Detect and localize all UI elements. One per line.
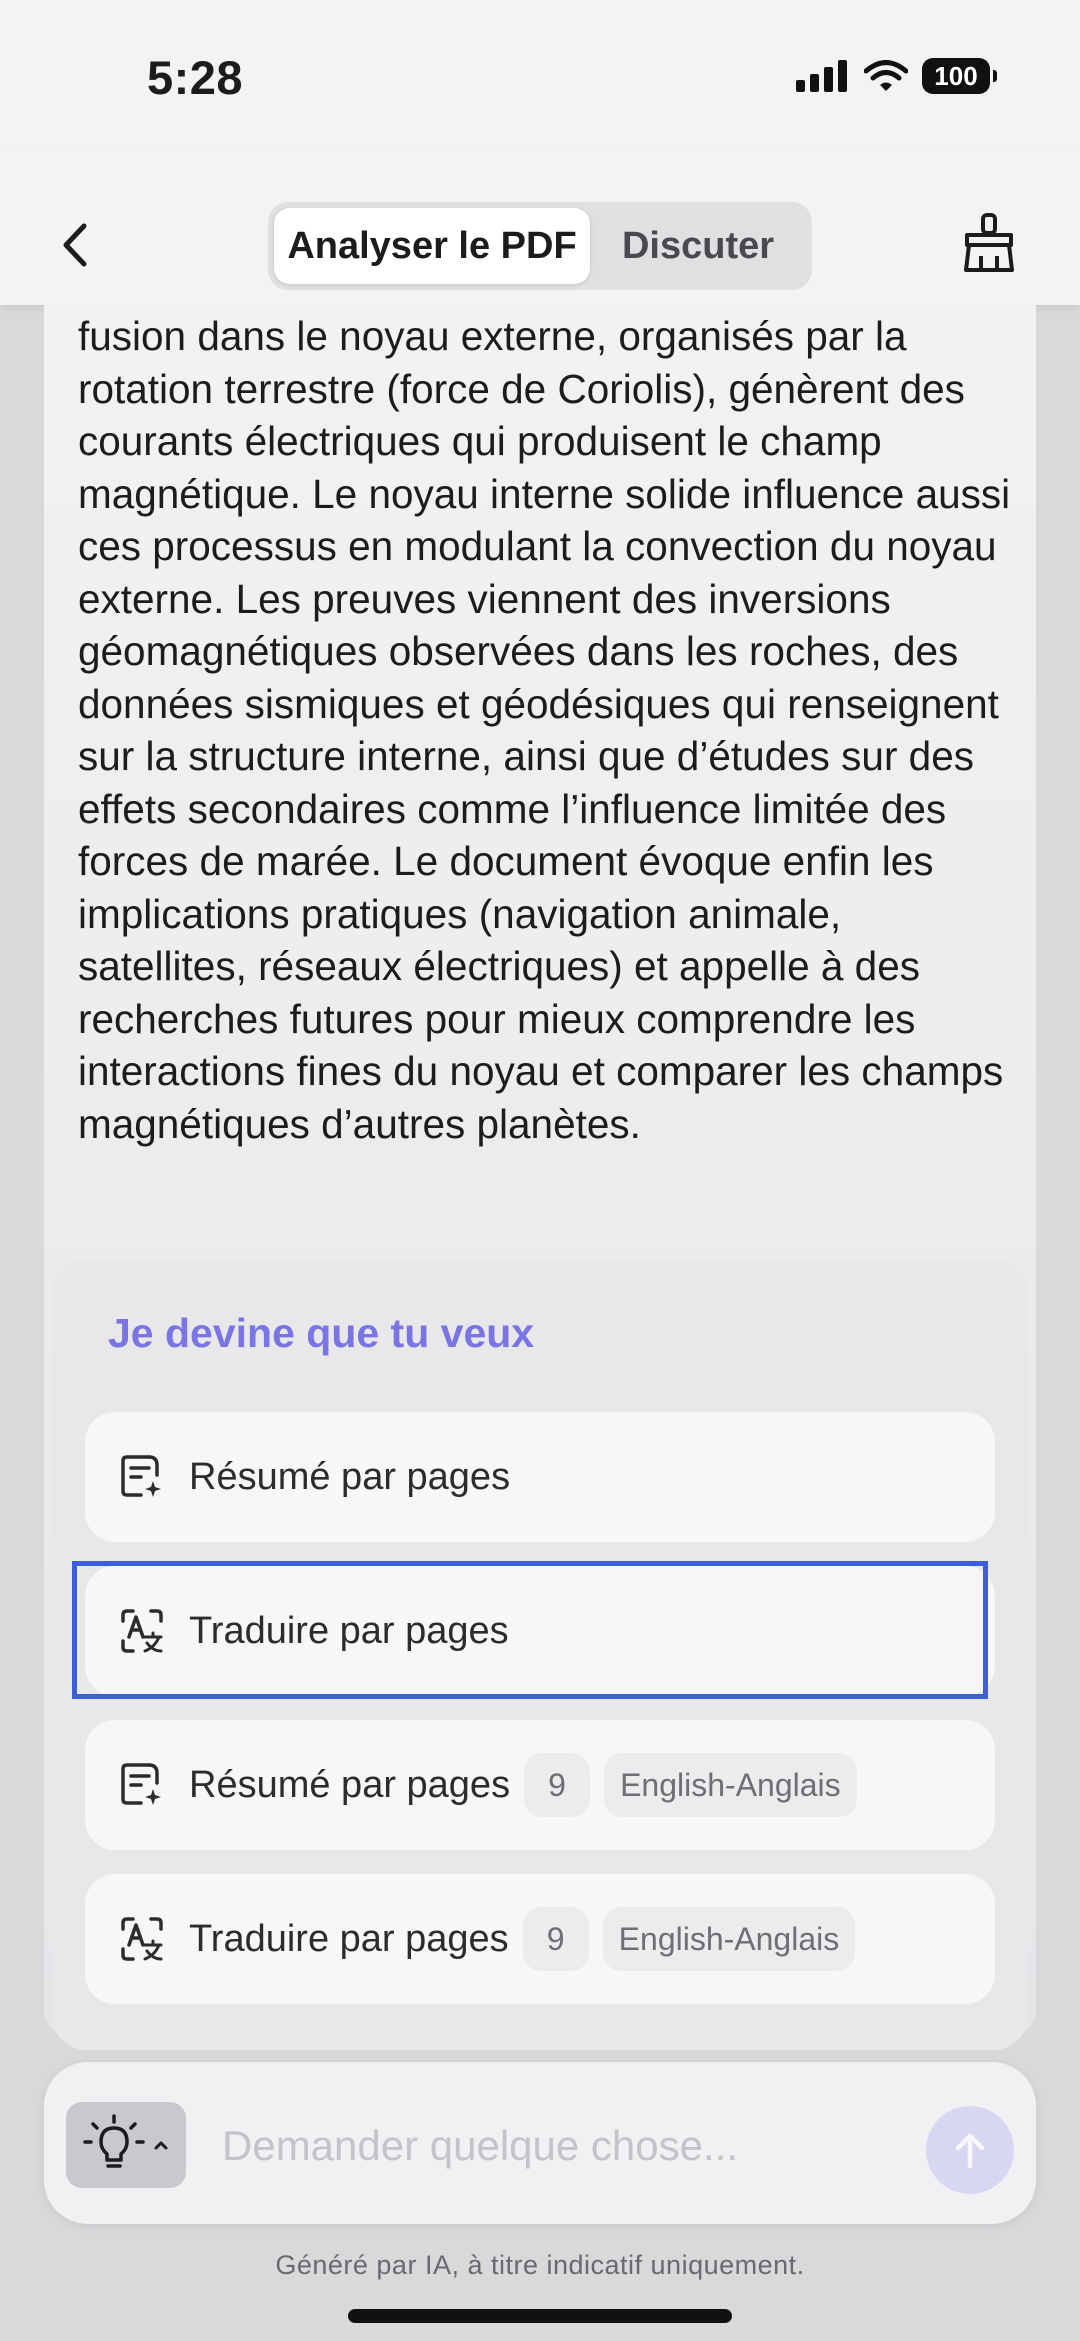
- suggestion-label: Résumé par pages: [189, 1455, 511, 1498]
- chevron-left-icon: [56, 220, 96, 270]
- suggestion-label: Traduire par pages: [189, 1609, 509, 1652]
- suggestion-summary-by-pages-english[interactable]: [85, 1720, 995, 1850]
- tab-discuter[interactable]: Discuter: [621, 224, 775, 267]
- signal-icon: [796, 60, 850, 92]
- translate-icon: [119, 1606, 169, 1656]
- send-button[interactable]: [926, 2106, 1014, 2194]
- home-indicator: [348, 2309, 732, 2323]
- back-button[interactable]: [56, 220, 96, 270]
- suggestions-title: Je devine que tu veux: [108, 1310, 535, 1356]
- summary-icon: [119, 1760, 169, 1810]
- status-time: 5:28: [147, 51, 244, 104]
- header: [0, 150, 1080, 305]
- summary-icon: [119, 1452, 169, 1502]
- suggestion-label: Résumé par pages: [189, 1763, 511, 1806]
- chevron-up-icon: [153, 2139, 169, 2151]
- suggestion-translate-by-pages-english[interactable]: [85, 1874, 995, 2004]
- page-count-chip: 9: [523, 1907, 589, 1971]
- status-bar: [0, 0, 1080, 150]
- broom-icon: [960, 212, 1018, 274]
- lightbulb-icon: [83, 2114, 145, 2176]
- suggestion-summary-by-pages[interactable]: [85, 1412, 995, 1542]
- wifi-icon: [864, 60, 908, 92]
- page-count-chip: 9: [524, 1753, 590, 1817]
- suggestion-label: Traduire par pages: [189, 1917, 509, 1960]
- suggestions-toggle-button[interactable]: [66, 2102, 186, 2188]
- ask-input[interactable]: [220, 2112, 884, 2180]
- analysis-summary-text: fusion dans le noyau externe, organisés par la rotation terrestre (force de Coriolis), génèrent des courants électriques qui produisent le champ magnétique. Le noyau interne solide influence aussi ces processus en modulant la convection du noyau externe. Les preuves viennent des inversions géomagnétiques observées dans les roches, des données sismiques et géodésiques qui renseignent sur la structure interne, ainsi que d’études sur des effets secondaires comme l’influence limitée des forces de marée. Le document évoque enfin les implications pratiques (navigation animale, satellites, réseaux électriques) et appelle à des recherches futures pour mieux comprendre les interactions fines du noyau et comparer les champs magnétiques d’autres planètes.: [78, 313, 1011, 1147]
- translate-icon: [119, 1914, 169, 1964]
- status-icons: [796, 58, 990, 94]
- battery-icon: 100: [922, 58, 990, 94]
- language-chip: English-Anglais: [603, 1907, 856, 1971]
- clear-chat-button[interactable]: [960, 212, 1018, 274]
- ai-disclaimer: Généré par IA, à titre indicatif uniquement.: [275, 2250, 805, 2280]
- suggestion-translate-by-pages[interactable]: [85, 1566, 995, 1696]
- tab-analyser-le-pdf[interactable]: Analyser le PDF: [274, 208, 590, 284]
- mode-segmented-control: [268, 202, 812, 290]
- arrow-up-icon: [948, 2128, 992, 2172]
- language-chip: English-Anglais: [604, 1753, 857, 1817]
